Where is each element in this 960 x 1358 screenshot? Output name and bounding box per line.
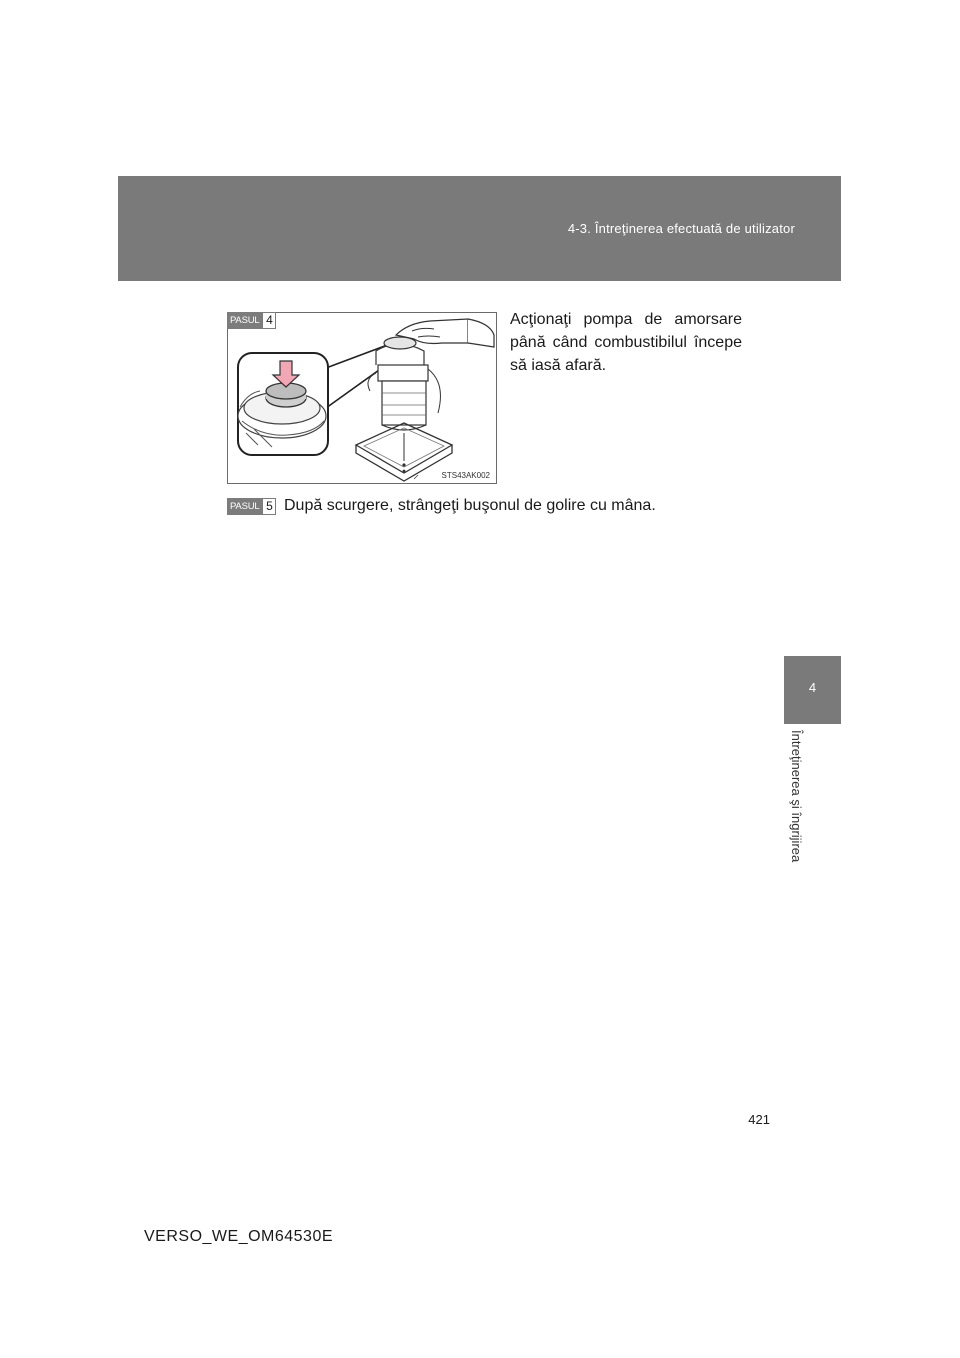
step-5-text: După scurgere, strângeţi buşonul de golire cu mâna. — [284, 497, 656, 514]
section-title: 4-3. Întreţinerea efectuată de utilizator — [567, 221, 795, 236]
chapter-number: 4 — [808, 680, 817, 695]
document-code: VERSO_WE_OM64530E — [144, 1228, 334, 1245]
step-5-badge-number: 5 — [262, 498, 276, 515]
figure-priming-pump — [227, 312, 497, 484]
chapter-tab — [784, 656, 841, 724]
step-5-badge — [227, 498, 276, 515]
step-4-text: Acţionaţi pompa de amorsare până când combustibilul începe să iasă afară. — [510, 311, 742, 374]
page-number: 421 — [748, 1112, 770, 1127]
priming-pump-illustration — [228, 313, 497, 484]
step-5-badge-word: PASUL — [227, 498, 262, 515]
step-4-badge-word: PASUL — [227, 312, 262, 329]
header-band — [118, 176, 841, 281]
fuel-filter-icon — [368, 337, 440, 472]
step-4-badge — [227, 312, 276, 329]
chapter-label: Întreţinerea şi îngrijirea — [789, 730, 804, 863]
step-4-badge-number: 4 — [262, 312, 276, 329]
figure-code: STS43AK002 — [441, 471, 490, 480]
